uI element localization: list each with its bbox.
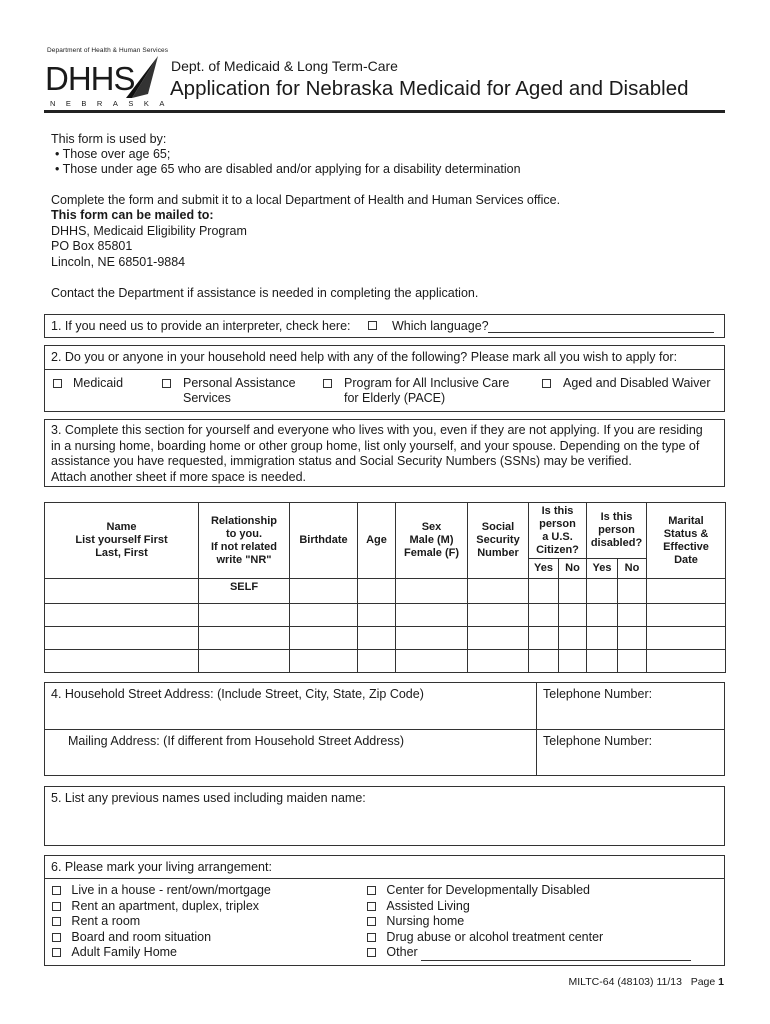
col-header-relationship: Relationship to you. If not related write "NR" [199,503,290,579]
table-cell[interactable] [199,604,290,627]
table-cell[interactable] [358,650,396,673]
table-cell[interactable] [647,579,726,604]
medicaid-label: Medicaid [73,376,124,390]
table-cell[interactable] [45,650,199,673]
table-cell[interactable] [647,627,726,650]
table-cell[interactable] [559,604,587,627]
living-arrangement-right [367,883,691,961]
mail-address-line-1: DHHS, Medicaid Eligibility Program [51,224,247,238]
table-cell[interactable] [468,650,529,673]
checkbox[interactable] [367,933,376,942]
pace-checkbox[interactable] [323,379,332,388]
col-header-ssn: Social Security Number [468,503,529,579]
citizen-yes-header: Yes [529,559,559,579]
citizen-no-header: No [559,559,587,579]
other-field[interactable] [421,947,691,961]
section-1-box [44,314,725,338]
checkbox[interactable] [367,948,376,957]
living-option[interactable]: Drug abuse or alcohol treatment center [367,930,691,946]
living-option[interactable]: Center for Developmentally Disabled [367,883,691,899]
table-cell[interactable] [396,579,468,604]
living-arrangement-left [52,883,271,961]
table-cell[interactable] [358,604,396,627]
logo-dhhs: DHHS [45,60,135,97]
table-cell[interactable] [290,650,358,673]
personal-assistance-checkbox[interactable] [162,379,171,388]
mailing-address-label: Mailing Address: (If different from Household Street Address) [68,734,405,748]
section-6-header [45,856,724,879]
table-cell[interactable] [199,650,290,673]
section-3-line-4: Attach another sheet if more space is needed. [51,469,307,484]
page-number: 1 [718,976,724,988]
mail-address-line-2: PO Box 85801 [51,239,133,253]
table-cell[interactable] [45,604,199,627]
living-option[interactable]: Rent a room [52,914,271,930]
section-3-line-3: assistance you have requested, immigration status and Social Security Numbers (SSNs) may be verified. [51,454,632,468]
medicaid-checkbox[interactable] [53,379,62,388]
header-divider [44,110,725,113]
table-cell[interactable] [587,604,618,627]
living-option[interactable]: Rent an apartment, duplex, triplex [52,899,271,915]
table-cell[interactable] [559,650,587,673]
table-cell[interactable] [618,650,647,673]
form-code: MILTC-64 (48103) 11/13 [568,976,682,988]
table-cell[interactable] [396,650,468,673]
section-2-header [45,346,724,370]
checkbox[interactable] [52,886,61,895]
telephone-label-1: Telephone Number: [543,687,653,701]
table-cell[interactable] [396,604,468,627]
relationship-self: SELF [199,579,290,604]
mail-address-line-3: Lincoln, NE 68501-9884 [51,255,186,269]
col-header-sex: Sex Male (M) Female (F) [396,503,468,579]
checkbox[interactable] [367,917,376,926]
table-row [45,579,726,604]
section-2-box [44,345,725,412]
section-3-line-2: in a nursing home, boarding home or other group home, list only yourself, and your spouse. Depending on the type of [51,438,700,453]
personal-assistance-label: Personal Assistance [183,376,296,390]
table-cell[interactable] [396,627,468,650]
col-header-name: Name List yourself First Last, First [45,503,199,579]
living-option[interactable]: Adult Family Home [52,945,271,961]
living-option[interactable]: Nursing home [367,914,691,930]
pace-label-2: for Elderly (PACE) [344,391,446,405]
checkbox[interactable] [367,886,376,895]
col-header-birthdate: Birthdate [290,503,358,579]
table-cell[interactable] [559,579,587,604]
table-cell[interactable] [199,627,290,650]
table-cell[interactable] [45,627,199,650]
telephone-label-2: Telephone Number: [543,734,653,748]
living-option[interactable]: Assisted Living [367,899,691,915]
table-cell[interactable] [559,627,587,650]
household-table [44,502,726,673]
intro-contact: Contact the Department if assistance is needed in completing the application. [51,286,479,300]
col-header-marital: Marital Status & Effective Date [647,503,726,579]
section-3-text [51,423,703,485]
living-option[interactable]: Other [367,945,691,961]
table-cell[interactable] [529,650,559,673]
checkbox[interactable] [52,902,61,911]
page-label: Page [690,976,716,988]
intro-used-by: This form is used by: [51,132,167,146]
form-footer [569,976,724,988]
table-cell[interactable] [529,604,559,627]
which-language-label: Which language? [392,319,489,333]
checkbox[interactable] [52,917,61,926]
col-header-disabled: Is this person disabled? [587,503,647,559]
section-3-line-1: 3. Complete this section for yourself and everyone who lives with you, even if they are not applying. If you are residing [51,423,703,437]
table-cell[interactable] [290,604,358,627]
table-cell[interactable] [618,627,647,650]
table-cell[interactable] [358,579,396,604]
section-5-box[interactable] [44,786,725,846]
intro-bullet-1: • Those over age 65; [55,147,171,161]
living-option[interactable]: Board and room situation [52,930,271,946]
section-1-text: 1. If you need us to provide an interpreter, check here: [51,319,351,333]
intro-bullet-2: • Those under age 65 who are disabled and/or applying for a disability determination [55,162,521,176]
checkbox[interactable] [367,902,376,911]
intro-complete: Complete the form and submit it to a local Department of Health and Human Services office. [51,193,561,207]
table-cell[interactable] [618,579,647,604]
department-subtitle: Dept. of Medicaid & Long Term-Care [171,58,398,74]
page-title: Application for Nebraska Medicaid for Aged and Disabled [170,77,689,100]
previous-names-label: 5. List any previous names used including maiden name: [51,791,366,805]
table-cell[interactable] [618,604,647,627]
section-3-box [44,419,725,487]
table-cell[interactable] [529,579,559,604]
table-cell[interactable] [358,627,396,650]
interpreter-checkbox[interactable] [368,321,377,330]
section-2-text: 2. Do you or anyone in your household need help with any of the following? Please mark all you wish to apply for: [51,350,678,364]
personal-assistance-label-2: Services [183,391,231,405]
table-cell[interactable] [587,579,618,604]
section-4-row-divider [45,729,724,730]
living-option[interactable]: Live in a house - rent/own/mortgage [52,883,271,899]
logo-state: NEBRASKA [50,99,175,108]
disabled-yes-header: Yes [587,559,618,579]
col-header-age: Age [358,503,396,579]
household-address-label: 4. Household Street Address: (Include Street, City, State, Zip Code) [51,687,424,701]
which-language-field[interactable] [488,318,714,333]
intro-mailed-heading: This form can be mailed to: [51,208,214,222]
col-header-citizen: Is this person a U.S. Citizen? [529,503,587,559]
table-row [45,650,726,673]
table-cell[interactable] [647,604,726,627]
table-cell[interactable] [468,579,529,604]
section-6-box [44,855,725,966]
logo-swoosh-icon [118,54,160,98]
table-cell[interactable] [45,579,199,604]
table-row [45,627,726,650]
checkbox[interactable] [52,933,61,942]
disabled-no-header: No [618,559,647,579]
table-cell[interactable] [529,627,559,650]
logo-department-text: Department of Health & Human Services [47,47,169,54]
section-6-text: 6. Please mark your living arrangement: [51,860,272,874]
aged-disabled-waiver-checkbox[interactable] [542,379,551,388]
section-4-box [44,682,725,776]
aged-disabled-waiver-label: Aged and Disabled Waiver [563,376,711,390]
table-row [45,604,726,627]
checkbox[interactable] [52,948,61,957]
table-cell[interactable] [647,650,726,673]
table-cell[interactable] [468,627,529,650]
table-cell[interactable] [587,627,618,650]
table-cell[interactable] [290,627,358,650]
table-cell[interactable] [468,604,529,627]
table-cell[interactable] [290,579,358,604]
table-cell[interactable] [587,650,618,673]
pace-label: Program for All Inclusive Care [344,376,510,390]
